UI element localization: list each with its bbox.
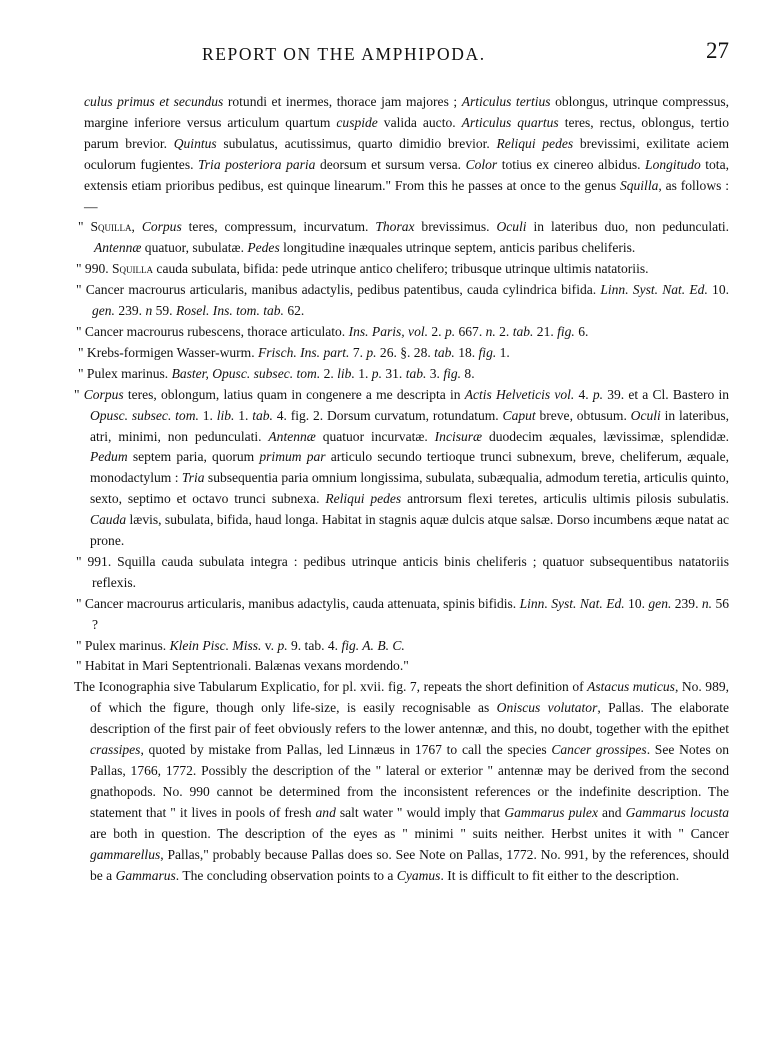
italic-text: Articulus tertius — [461, 94, 551, 109]
italic-text: tab. — [434, 344, 455, 360]
italic-text: fig. A. B. C. — [341, 637, 405, 653]
text-segment: oblongus, utrinque compressus, margine inferiore versus articulum quartum — [84, 94, 730, 130]
text-segment: . See Notes on Pallas, 1766, 1772. Possibly the description of the " lateral or exterior " antennæ may be derived from the second gnathopods. No. 990 cannot be determined from the inconsistent references or the indefinite description. The statement that " it lives in pools of fresh — [90, 742, 729, 820]
text-segment: teres, compressum, incurvatum. — [181, 219, 376, 235]
text-segment: duodecim æquales, lævissimæ, splendidæ. — [482, 428, 730, 444]
italic-text: Incisuræ — [434, 428, 483, 444]
italic-text: p. — [366, 344, 377, 360]
page-header — [84, 38, 729, 68]
italic-text: Corpus — [83, 386, 124, 402]
text-segment: 10. — [624, 595, 649, 611]
italic-text: Gammarus — [115, 867, 176, 883]
text-segment: 9. tab. 4. — [287, 637, 342, 653]
text-segment: salt water " would imply that — [335, 804, 505, 820]
text-segment: subsequentia paria omnium longissima, subulata, subæqualia, admodum teretia, articulis quinto, sexto, septimo et octavo trunci subnexa. — [90, 470, 729, 507]
text-segment: tota, extensis etiam prioribus pedibus, est quinque linearum." From this he passes at once to the genus — [84, 156, 729, 193]
text-segment: " Cancer macrourus articularis, manibus adactylis, pedibus patentibus, cauda cylindrica bifida. — [76, 282, 601, 298]
italic-text: Ins. Paris, vol. — [348, 323, 428, 339]
text-segment: in lateribus duo, non pedunculati. — [526, 219, 730, 235]
italic-text: Pedes — [247, 240, 280, 256]
text-segment: 31. — [381, 365, 406, 381]
italic-text: Tria — [181, 470, 205, 486]
text-segment: 2. — [428, 323, 445, 339]
text-segment: " Cancer macrourus articularis, manibus adactylis, cauda attenuata, spinis bifidis. — [76, 595, 520, 611]
page-number: 27 — [706, 38, 729, 63]
text-segment: septem paria, quorum — [127, 449, 260, 465]
text-segment: v. — [261, 637, 278, 653]
italic-text: Gammarus pulex — [504, 804, 598, 820]
italic-text: gen. — [92, 303, 115, 319]
text-segment: quatuor, subulatæ. — [141, 240, 248, 256]
italic-text: Rosel. Ins. tom. tab. — [175, 303, 284, 319]
text-segment: 2. — [320, 365, 338, 381]
text-segment: and — [597, 804, 626, 820]
italic-text: tab. — [252, 407, 273, 423]
italic-text: fig. — [478, 344, 497, 360]
italic-text: Gammarus locusta — [625, 804, 729, 820]
italic-text: tab. — [405, 365, 427, 381]
text-segment: , Pallas. The elaborate description of the first pair of feet obviously refers to the lower antennæ, and this, no doubt, together with the epithet — [90, 700, 730, 737]
commentary-paragraph — [74, 677, 729, 886]
page-body — [74, 92, 730, 886]
italic-text: culus primus et secundus — [84, 94, 224, 109]
text-segment: lævis, subulata, bifida, haud longa. Habitat in stagnis aquæ dulcis atque salsæ. Dorso incumbens æque natat ac prone. — [90, 512, 729, 549]
text-segment: , as follows :— — [84, 177, 729, 214]
italic-text: primum par — [259, 449, 326, 465]
text-segment: " 991. Squilla cauda subulata integra : pedibus utrinque anticis binis cheliferis ; quatuor subsequentibus natatoriis reflexis. — [76, 553, 729, 590]
italic-text: Cancer grossipes — [551, 742, 647, 758]
text-segment: 56 ? — [92, 595, 729, 632]
italic-text: Longitudo — [645, 156, 701, 172]
text-segment: 1. — [198, 407, 217, 423]
italic-text: fig. — [557, 323, 575, 339]
text-segment: 4. fig. 2. Dorsum curvatum, rotundatum. — [272, 407, 503, 423]
text-segment: cauda subulata, bifida: pede utrinque antico chelifero; tribusque utrinque ultimis natatoriis. — [153, 261, 649, 277]
italic-text: cuspide — [336, 114, 378, 130]
italic-text: Tria posteriora paria — [198, 156, 316, 172]
quote-krebs — [78, 343, 729, 364]
text-segment: subulatus, acutissimus, quarto dimidio brevior. — [216, 135, 497, 151]
italic-text: Color — [465, 156, 498, 172]
italic-text: n — [145, 303, 153, 319]
text-segment: " 990. — [76, 261, 113, 277]
italic-text: Antennæ — [94, 240, 142, 256]
text-segment: 3. — [426, 365, 444, 381]
text-segment: " Pulex marinus. — [76, 637, 170, 653]
text-segment: " Habitat in Mari Septentrionali. Balænas vexans mordendo." — [76, 658, 409, 674]
text-segment: , No. 989, of which the figure, though only life-size, is easily recognisable as — [90, 679, 730, 716]
text-segment: longitudine inæquales utrinque septem, anticis paribus cheliferis. — [279, 240, 636, 256]
italic-text: Articulus quartus — [461, 114, 559, 130]
italic-text: Corpus — [141, 219, 182, 235]
italic-text: Cauda — [90, 512, 127, 528]
text-segment: , — [131, 219, 142, 235]
italic-text: Thorax — [375, 219, 415, 235]
small-caps-text: Squilla — [90, 219, 132, 235]
text-segment: breve, obtusum. — [535, 407, 631, 423]
text-segment: 21. — [533, 323, 558, 339]
italic-text: Actis Helveticis vol. — [464, 386, 575, 402]
italic-text: gammarellus — [90, 846, 161, 862]
italic-text: Quintus — [173, 135, 217, 151]
italic-text: lib. — [216, 407, 235, 423]
text-segment: 1. — [496, 344, 510, 360]
text-segment: totius ex cinereo albidus. — [497, 156, 646, 172]
italic-text: Opusc. subsec. tom. — [90, 407, 199, 423]
text-segment: 239. — [671, 595, 702, 611]
text-segment: 10. — [707, 282, 729, 298]
italic-text: Linn. Syst. Nat. Ed. — [600, 282, 708, 298]
quote-cancer-macrourus-1 — [76, 280, 729, 322]
italic-text: tab. — [512, 323, 534, 339]
italic-text: Astacus muticus — [587, 679, 675, 695]
quote-cancer-macrourus-rubescens — [76, 322, 729, 343]
text-segment: 7. — [349, 344, 367, 360]
italic-text: Reliqui pedes — [496, 135, 574, 151]
italic-text: Oniscus volutator — [496, 700, 598, 716]
italic-text: Frisch. Ins. part. — [257, 344, 350, 360]
text-segment: are both in question. The description of the eyes as " minimi " suits neither. Herbst unites it with " Cancer — [90, 825, 729, 841]
quote-991 — [76, 552, 729, 594]
italic-text: gen. — [648, 595, 672, 611]
italic-text: lib. — [337, 365, 355, 381]
italic-text: crassipes — [90, 742, 141, 758]
text-segment: antrorsum flexi teretes, articulis ultimis pilosis subulatis. — [401, 491, 729, 507]
italic-text: Klein Pisc. Miss. — [169, 637, 262, 653]
text-segment: 39. et a Cl. Bastero in — [603, 386, 730, 402]
text-segment: teres, rectus, oblongus, tertio parum brevior. — [84, 114, 730, 151]
quote-corpus-teres — [74, 385, 729, 552]
running-title: REPORT ON THE AMPHIPODA. — [202, 44, 486, 64]
text-segment: 8. — [461, 365, 475, 381]
italic-text: Oculi — [630, 407, 661, 423]
text-segment: rotundi et inermes, thorace jam majores ; — [223, 94, 462, 109]
text-segment: 1. — [234, 407, 253, 423]
italic-text: p. — [444, 323, 456, 339]
text-segment: quatuor incurvatæ. — [315, 428, 435, 444]
italic-text: n. — [701, 595, 713, 611]
text-segment: 62. — [283, 303, 305, 319]
text-segment: " — [78, 219, 91, 235]
italic-text: p. — [371, 365, 382, 381]
text-segment: 6. — [574, 323, 589, 339]
text-segment: 1. — [354, 365, 372, 381]
text-segment: 18. — [454, 344, 479, 360]
text-segment: " Pulex marinus. — [78, 365, 172, 381]
text-segment: 26. §. 28. — [376, 344, 435, 360]
quote-cancer-macrourus-2 — [76, 594, 729, 636]
text-segment: in lateribus, atri, minimi, non pedunculati. — [90, 407, 730, 444]
text-segment: , quoted by mistake from Pallas, led Linnæus in 1767 to call the species — [140, 742, 552, 758]
italic-text: Caput — [502, 407, 536, 423]
italic-text: Linn. Syst. Nat. Ed. — [519, 595, 625, 611]
text-segment: 2. — [495, 323, 513, 339]
quote-pulex-baster — [78, 364, 729, 385]
italic-text: and — [315, 804, 336, 820]
text-segment: 4. — [574, 386, 593, 402]
text-segment: brevissimus. — [414, 219, 497, 235]
text-segment: teres, oblongum, latius quam in congenere a me descripta in — [123, 386, 465, 402]
text-segment: valida aucto. — [377, 114, 462, 130]
text-segment: 59. — [152, 303, 176, 319]
text-segment: deorsum et sursum versa. — [315, 156, 466, 172]
italic-text: Pedum — [90, 449, 128, 465]
text-segment: 239. — [114, 303, 146, 319]
text-segment: . The concluding observation points to a — [175, 867, 397, 883]
text-segment: " — [74, 386, 84, 402]
text-segment: " Cancer macrourus rubescens, thorace articulato. — [76, 323, 349, 339]
italic-text: Squilla — [619, 177, 659, 193]
italic-text: Antennæ — [268, 428, 316, 444]
italic-text: p. — [592, 386, 604, 402]
italic-text: Cyamus — [396, 867, 441, 883]
quote-habitat — [76, 656, 729, 677]
text-segment: articulo secundo tertioque trunci subnexum, breve, cheliferum, æquale, monodactylum : — [90, 449, 729, 486]
italic-text: Baster, Opusc. subsec. tom. — [171, 365, 321, 381]
italic-text: Reliqui pedes — [325, 491, 402, 507]
quote-pulex-klein — [76, 636, 729, 657]
italic-text: Oculi — [496, 219, 527, 235]
text-segment: , Pallas," probably because Pallas does so. See Note on Pallas, 1772. No. 991, by the references, should be a — [90, 846, 729, 883]
text-segment: . It is difficult to fit either to the description. — [440, 867, 680, 883]
italic-text: n. — [485, 323, 496, 339]
quote-990 — [76, 259, 729, 280]
text-segment: The Iconographia sive Tabularum Explicatio, for pl. xvii. fig. 7, repeats the short definition of — [74, 679, 588, 695]
text-segment: " Krebs-formigen Wasser-wurm. — [78, 344, 258, 360]
quote-squilla-genus — [78, 217, 729, 259]
text-segment: brevissimi, exilitate aciem oculorum fugientes. — [84, 135, 730, 172]
italic-text: fig. — [443, 365, 462, 381]
italic-text: p. — [277, 637, 288, 653]
text-segment: 667. — [455, 323, 486, 339]
continuation-paragraph — [84, 92, 729, 217]
small-caps-text: Squilla — [112, 261, 154, 277]
